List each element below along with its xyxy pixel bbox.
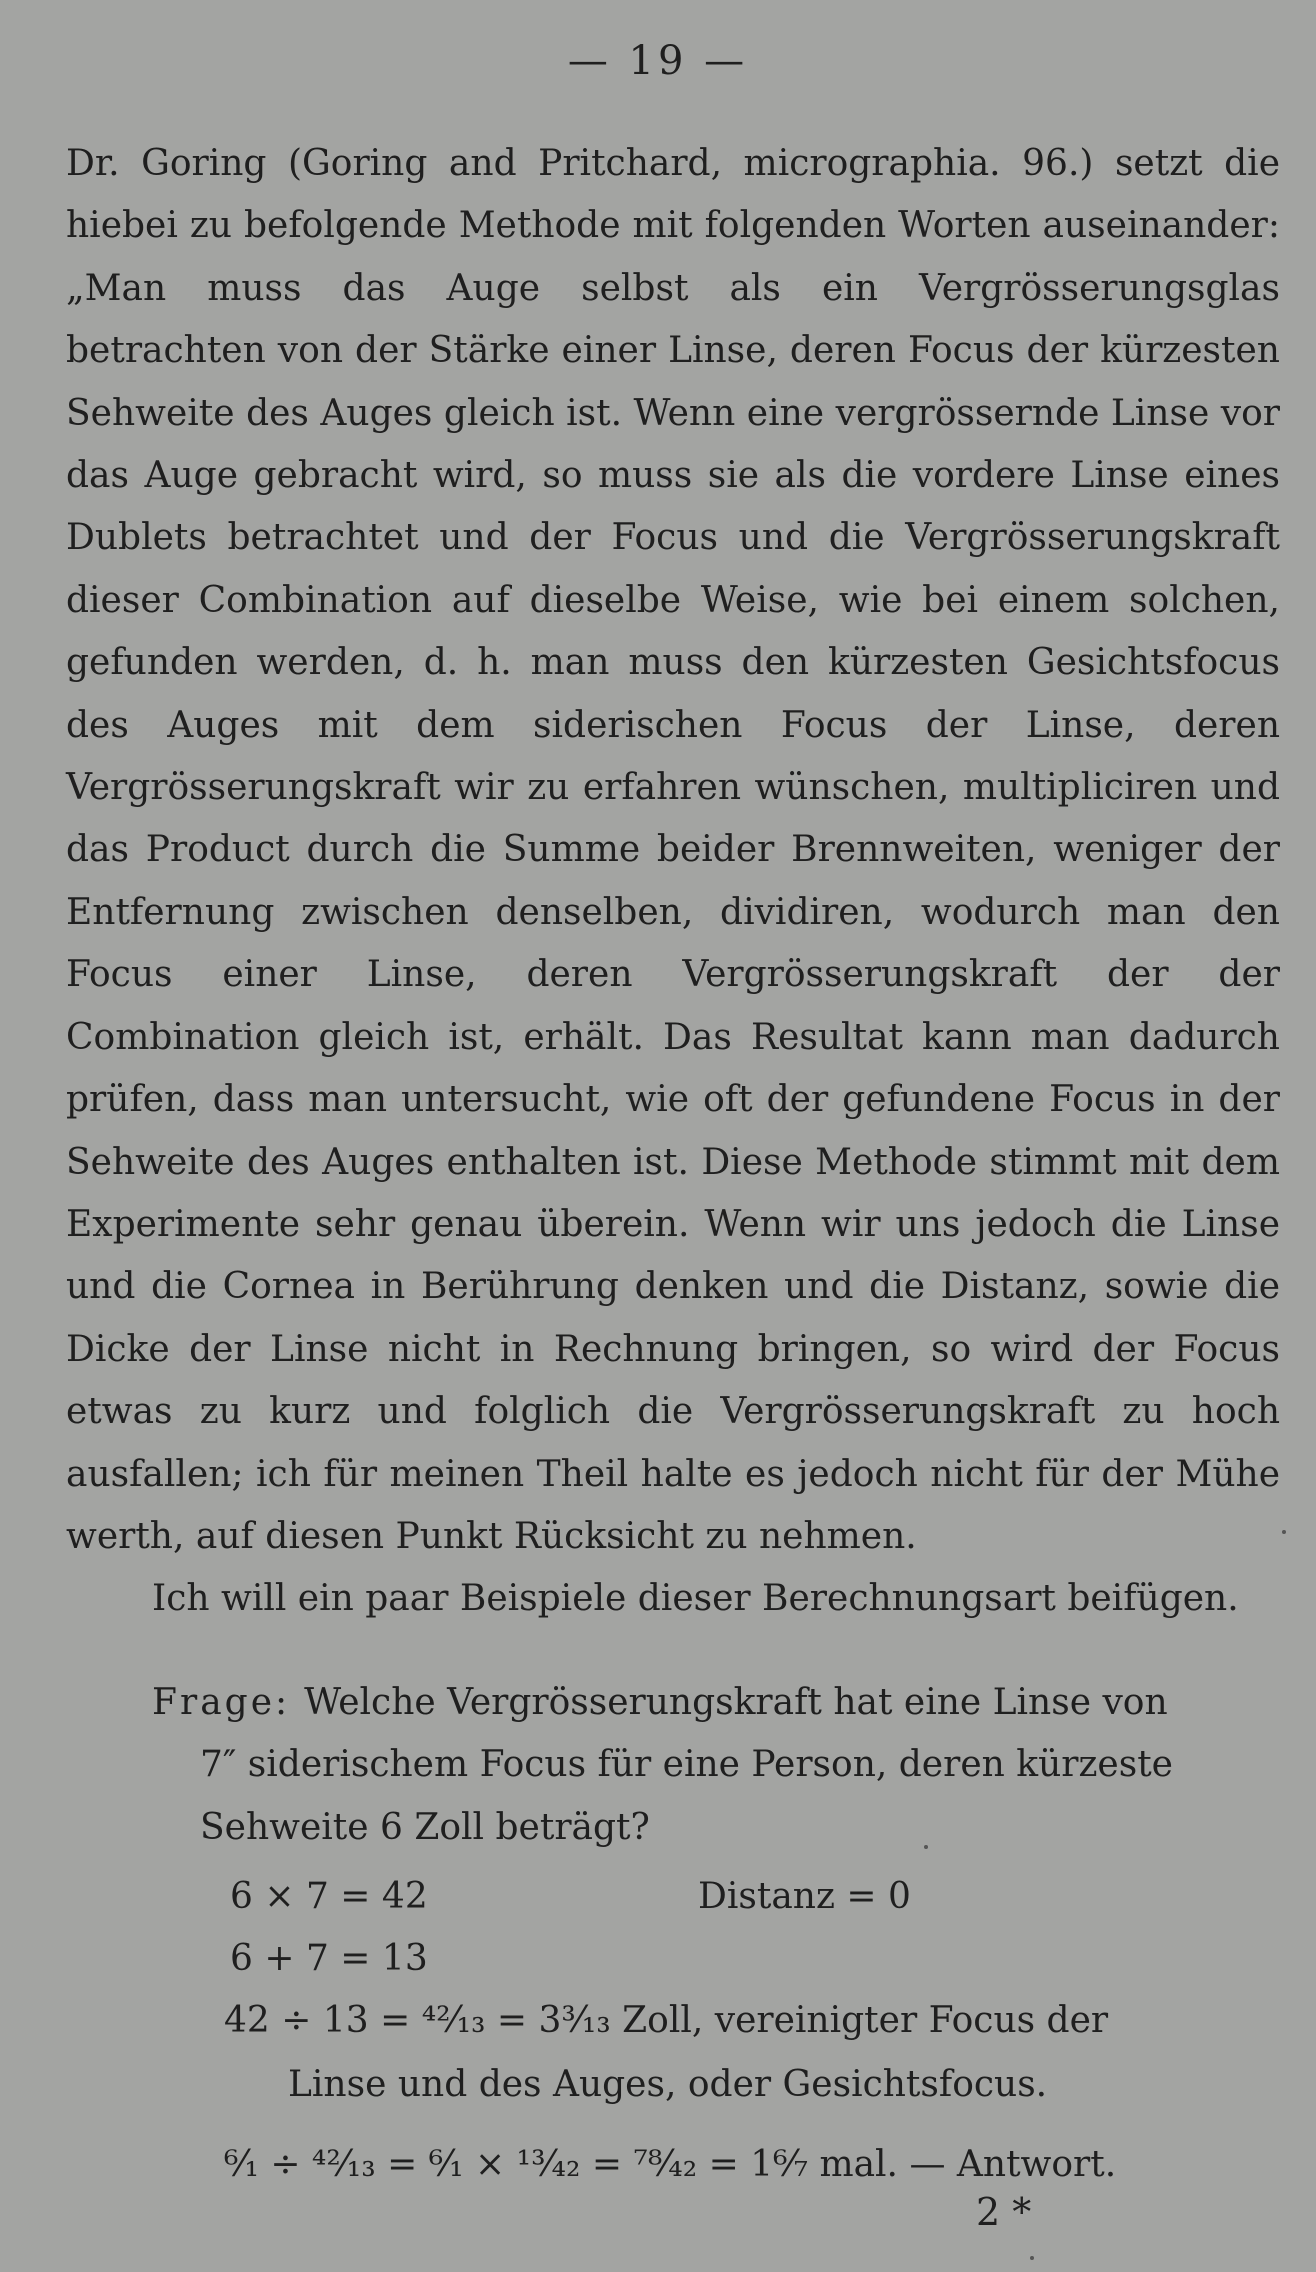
print-speck: [1030, 2256, 1034, 2260]
question-line-2: 7″ siderischem Focus für eine Person, deren kürzeste: [200, 1744, 1173, 1786]
question-label: Frage:: [152, 1682, 291, 1723]
question-line-3: Sehweite 6 Zoll beträgt?: [200, 1806, 650, 1848]
calc-line-5: ⁶⁄₁ ÷ ⁴²⁄₁₃ = ⁶⁄₁ × ¹³⁄₄₂ = ⁷⁸⁄₄₂ = 1⁶⁄₇ mal. — Antwort.: [224, 2144, 1117, 2185]
question-line-1: [152, 1672, 1280, 1734]
signature-mark: 2 *: [976, 2190, 1032, 2234]
calc-product: 6 × 7 = 42: [230, 1876, 428, 1917]
page-number: — 19 —: [567, 38, 749, 84]
paragraph-examples-intro: Ich will ein paar Beispiele dieser Berechnungsart beifügen.: [152, 1578, 1239, 1620]
question-block: [152, 1672, 1280, 1859]
calc-line-3: 42 ÷ 13 = ⁴²⁄₁₃ = 3³⁄₁₃ Zoll, vereinigter Focus der: [224, 2000, 1109, 2041]
calc-distance: Distanz = 0: [698, 1876, 911, 1917]
calc-line-4: Linse und des Auges, oder Gesichtsfocus.: [288, 2064, 1048, 2105]
calc-line-1: [230, 1866, 911, 1928]
print-speck: [1282, 1530, 1286, 1534]
body-text: [66, 133, 1280, 1631]
question-text-1: Welche Vergrösserungskraft hat eine Linse von: [304, 1682, 1168, 1723]
print-speck: [924, 1845, 928, 1849]
paragraph-goring-method: Dr. Goring (Goring and Pritchard, micrographia. 96.) setzt die hiebei zu befolgende Methode mit folgenden Worten auseinander: „Man muss das Auge selbst als ein Vergrösserungsglas betrachten von der Stärke einer Linse, deren Focus der kürzesten Sehweite des Auges gleich ist. Wenn eine vergrössernde Linse vor das Auge gebracht wird, so muss sie als die vordere Linse eines Dublets betrachtet und der Focus und die Vergrösserungskraft dieser Combination auf dieselbe Weise, wie bei einem solchen, gefunden werden, d. h. man muss den kürzesten Gesichtsfocus des Auges mit dem siderischen Focus der Linse, deren Vergrösserungskraft wir zu erfahren wünschen, multipliciren und das Product durch die Summe beider Brennweiten, weniger der Entfernung zwischen denselben, dividiren, wodurch man den Focus einer Linse, deren Vergrösserungskraft der der Combination gleich ist, erhält. Das Resultat kann man dadurch prüfen, dass man untersucht, wie oft der gefundene Focus in der Sehweite des Auges enthalten ist. Diese Methode stimmt mit dem Experimente sehr genau überein. Wenn wir uns jedoch die Linse und die Cornea in Berührung denken und die Distanz, sowie die Dicke der Linse nicht in Rechnung bringen, so wird der Focus etwas zu kurz und folglich die Vergrösserungskraft zu hoch ausfallen; ich für meinen Theil halte es jedoch nicht für der Mühe werth, auf diesen Punkt Rücksicht zu nehmen.: [66, 143, 1280, 1557]
calc-line-2: 6 + 7 = 13: [230, 1938, 428, 1979]
